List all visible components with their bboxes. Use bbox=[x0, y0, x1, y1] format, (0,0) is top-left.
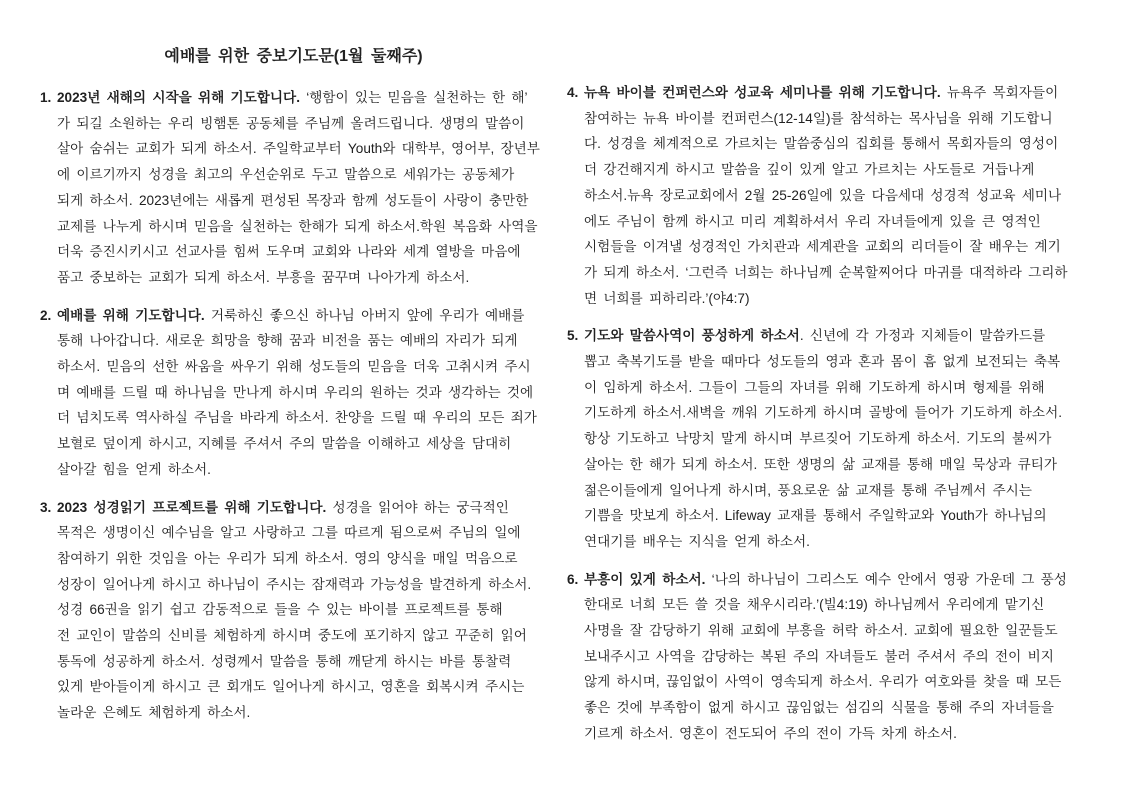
text-line: 좋은 것에 부족함이 없게 하시고 끊임없는 섬김의 식물을 통해 주의 자녀들을 bbox=[584, 700, 1054, 716]
item-first-line bbox=[584, 323, 1093, 349]
text-line: 기도하게 하소서.새벽을 깨워 기도하게 하시며 골방에 들어가 기도하게 하소서. bbox=[584, 405, 1062, 421]
item-body-lines bbox=[57, 328, 547, 482]
item-body-lines bbox=[584, 592, 1093, 746]
text-line: 기쁨을 맛보게 하소서. Lifeway 교재를 통해서 주일학교와 Youth가 하나님의 bbox=[584, 508, 1047, 524]
text-line: 교제를 나누게 하시며 믿음을 실천하는 한해가 되게 하소서.학원 복음화 사역을 bbox=[57, 218, 538, 234]
right-column bbox=[567, 0, 1093, 759]
text-line: 품고 중보하는 교회가 되게 하소서. 부흥을 꿈꾸며 나아가게 하소서. bbox=[57, 269, 470, 285]
text-line: 가 되길 소원하는 우리 빙햄톤 공동체를 주님께 올려드립니다. 생명의 말씀이 bbox=[57, 115, 525, 131]
text-line: 되게 하소서. 2023년에는 새롭게 편성된 목장과 함께 성도들이 사랑이 충만한 bbox=[57, 192, 529, 208]
text-line: 시험들을 이겨낼 성경적인 가치관과 세계관을 교회의 리더들이 잘 배우는 계기 bbox=[584, 239, 1061, 255]
text-line: 더 강건해지게 하시고 말씀을 깊이 있게 알고 가르치는 사도들로 거듭나게 bbox=[584, 162, 1035, 178]
text-line: 더욱 증진시키시고 선교사를 힘써 도우며 교회와 나라와 세계 열방을 마음에 bbox=[57, 244, 521, 260]
text-line: 사명을 잘 감당하기 위해 교회에 부흥을 허락 하소서. 교회에 필요한 일꾼들도 bbox=[584, 623, 1058, 639]
text-line: 있게 받아들이게 하시고 큰 회개도 일어나게 하시고, 영혼을 회복시켜 주시는 bbox=[57, 679, 525, 695]
item-heading: 뉴욕 바이블 컨퍼런스와 성교육 세미나를 위해 기도합니다. bbox=[584, 85, 941, 100]
text-line: 보혈로 덮이게 하시고, 지혜를 주셔서 주의 말씀을 이해하고 세상을 담대히 bbox=[57, 436, 512, 452]
item-number: 3. bbox=[40, 499, 52, 515]
item-first-line-rest: ‘행함이 있는 믿음을 실천하는 한 해’ bbox=[299, 90, 528, 105]
text-line: 참여하기 위한 것임을 아는 우리가 되게 하소서. 영의 양식을 매일 먹음으로 bbox=[57, 550, 518, 566]
item-body-lines bbox=[57, 520, 547, 726]
text-line: 살아갈 힘을 얻게 하소서. bbox=[57, 461, 211, 477]
item-first-line bbox=[57, 303, 547, 329]
text-line: 살아는 한 해가 되게 하소서. 또한 생명의 삶 교재를 통해 매일 묵상과 큐티가 bbox=[584, 456, 1058, 472]
item-number: 4. bbox=[567, 85, 579, 100]
item-number: 6. bbox=[567, 571, 579, 587]
item-heading: 부흥이 있게 하소서. bbox=[584, 571, 706, 587]
prayer-item-3 bbox=[40, 495, 547, 726]
text-line: 살아 숨쉬는 교회가 되게 하소서. 주일학교부터 Youth와 대학부, 영어부, 장년부 bbox=[57, 141, 540, 157]
text-line: 전 교인이 말씀의 신비를 체험하게 하시며 중도에 포기하지 않고 꾸준히 읽어 bbox=[57, 628, 527, 644]
item-first-line-rest: ‘나의 하나님이 그리스도 예수 안에서 영광 가운데 그 풍성 bbox=[705, 571, 1067, 587]
text-line: 통독에 성공하게 하소서. 성령께서 말씀을 통해 깨닫게 하시는 바를 통찰력 bbox=[57, 653, 512, 669]
text-line: 젊은이들에게 일어나게 하시며, 풍요로운 삶 교재를 통해 주님께서 주시는 bbox=[584, 482, 1032, 498]
text-line: 하소서.뉴욕 장로교회에서 2월 25-26일에 있을 다음세대 성경적 성교육 세미나 bbox=[584, 187, 1062, 203]
text-line: 에 이르기까지 성경을 최고의 우선순위로 두고 말씀으로 세워가는 공동체가 bbox=[57, 167, 515, 183]
text-line: 가 되게 하소서. ‘그런즉 너희는 하나님께 순복할찌어다 마귀를 대적하라 그리하 bbox=[584, 264, 1068, 280]
text-line: 않게 하시며, 끊임없이 사역이 영속되게 하소서. 우리가 여호와를 찾을 때 모든 bbox=[584, 674, 1062, 690]
item-number: 2. bbox=[40, 307, 52, 323]
text-line: 참여하는 뉴욕 바이블 컨퍼런스(12-14일)를 참석하는 목사님을 위해 기도합니 bbox=[584, 110, 1053, 126]
text-line: 목적은 생명이신 예수님을 알고 사랑하고 그를 따르게 됨으로써 주님의 일에 bbox=[57, 525, 521, 541]
item-body-lines bbox=[57, 111, 547, 291]
prayer-item-6 bbox=[567, 567, 1093, 747]
left-column bbox=[40, 0, 547, 738]
prayer-item-5 bbox=[567, 323, 1093, 554]
prayer-item-2 bbox=[40, 303, 547, 483]
text-line: 연대기를 배우는 지식을 얻게 하소서. bbox=[584, 533, 810, 549]
text-line: 성장이 일어나게 하시고 하나님이 주시는 잠재력과 가능성을 발견하게 하소서. bbox=[57, 576, 532, 592]
item-first-line-rest: 뉴욕주 목회자들이 bbox=[940, 85, 1059, 100]
item-first-line bbox=[584, 80, 1093, 106]
text-line: 항상 기도하고 낙망치 말게 하시며 부르짖어 기도하게 하소서. 기도의 불씨가 bbox=[584, 431, 1052, 447]
item-first-line-rest: 성경을 읽어야 하는 궁극적인 bbox=[326, 499, 509, 515]
item-heading: 기도와 말씀사역이 풍성하게 하소서 bbox=[584, 328, 800, 344]
text-line: 이 임하게 하소서. 그들이 그들의 자녀를 위해 기도하게 하시며 형제를 위해 bbox=[584, 379, 1045, 395]
item-heading: 2023 성경읽기 프로젝트를 위해 기도합니다. bbox=[57, 499, 327, 515]
text-line: 통해 나아갑니다. 새로운 희망을 향해 꿈과 비전을 품는 예배의 자리가 되게 bbox=[57, 333, 518, 349]
text-line: 에도 주님이 함께 하시고 미리 계획하셔서 우리 자녀들에게 있을 큰 영적인 bbox=[584, 213, 1041, 229]
item-number: 1. bbox=[40, 90, 52, 105]
item-body-lines bbox=[584, 106, 1093, 312]
prayer-item-1 bbox=[40, 85, 547, 291]
item-number: 5. bbox=[567, 328, 579, 344]
item-first-line bbox=[57, 495, 547, 521]
text-line: 뽑고 축복기도를 받을 때마다 성도들의 영과 혼과 몸이 흠 없게 보전되는 축복 bbox=[584, 354, 1061, 370]
text-line: 다. 성경을 체계적으로 가르치는 말씀중심의 집회를 통해서 목회자들의 영성이 bbox=[584, 136, 1059, 152]
text-line: 더 넘치도록 역사하실 주님을 바라게 하소서. 찬양을 드릴 때 우리의 모든 죄가 bbox=[57, 410, 537, 426]
item-body-lines bbox=[584, 349, 1093, 555]
item-first-line-rest: 거룩하신 좋으신 하나님 아버지 앞에 우리가 예배를 bbox=[204, 307, 525, 323]
item-first-line bbox=[57, 85, 547, 111]
item-first-line-rest: . 신년에 각 가정과 지체들이 말씀카드를 bbox=[799, 328, 1046, 344]
text-line: 기르게 하소서. 영혼이 전도되어 주의 전이 가득 차게 하소서. bbox=[584, 725, 957, 741]
item-first-line bbox=[584, 567, 1093, 593]
text-line: 한대로 너희 모든 쓸 것을 채우시리라.’(빌4:19) 하나님께서 우리에게 맡기신 bbox=[584, 597, 1045, 613]
item-heading: 2023년 새해의 시작을 위해 기도합니다. bbox=[57, 90, 300, 105]
text-line: 면 너희를 피하리라.’(야4:7) bbox=[584, 290, 750, 306]
text-line: 보내주시고 사역을 감당하는 복된 주의 자녀들도 불러 주셔서 주의 전이 비지 bbox=[584, 648, 1054, 664]
text-line: 하소서. 믿음의 선한 싸움을 싸우기 위해 성도들의 믿음을 더욱 고취시켜 주시 bbox=[57, 359, 531, 375]
item-heading: 예배를 위해 기도합니다. bbox=[57, 307, 205, 323]
text-line: 며 예배를 드릴 때 하나님을 만나게 하시며 우리의 원하는 것과 생각하는 것에 bbox=[57, 384, 534, 400]
prayer-item-4 bbox=[567, 80, 1093, 311]
text-line: 성경 66권을 읽기 쉽고 감동적으로 들을 수 있는 바이블 프로젝트를 통해 bbox=[57, 602, 503, 618]
text-line: 놀라운 은혜도 체험하게 하소서. bbox=[57, 705, 251, 721]
page-title: 예배를 위한 중보기도문(1월 둘째주) bbox=[164, 48, 423, 65]
